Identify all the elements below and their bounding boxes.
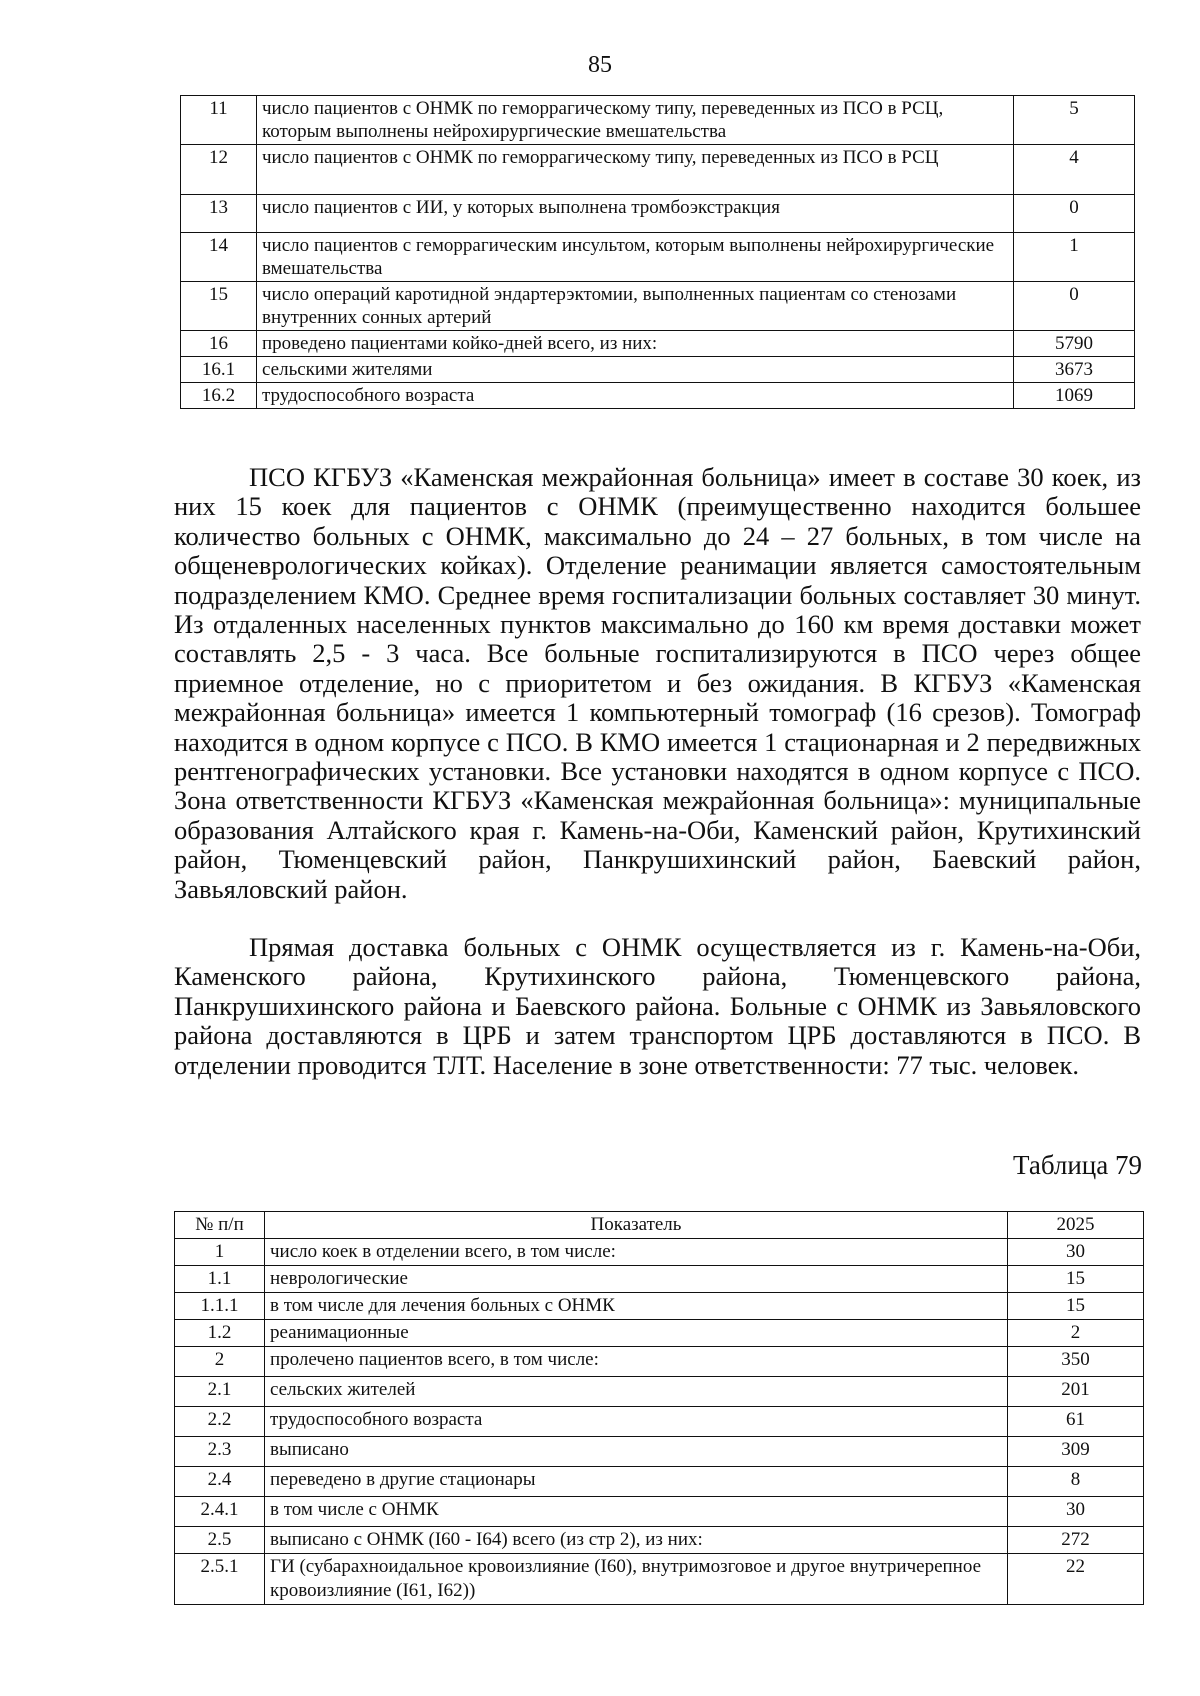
row-label: выписано	[265, 1437, 1008, 1467]
table-row	[175, 1497, 1144, 1527]
table-row	[181, 195, 1135, 233]
table-row	[181, 233, 1135, 282]
row-number: 1.1	[175, 1266, 265, 1293]
table-row	[175, 1293, 1144, 1320]
row-number: 16.2	[181, 383, 257, 409]
row-number: 16.1	[181, 357, 257, 383]
table-row	[175, 1239, 1144, 1266]
row-label: ГИ (субарахноидальное кровоизлияние (I60), внутримозговое и другое внутричерепное кровоизлияние (I61, I62))	[265, 1554, 1008, 1605]
row-label: неврологические	[265, 1266, 1008, 1293]
row-label: число пациентов с геморрагическим инсультом, которым выполнены нейрохирургические вмешательства	[257, 233, 1014, 282]
row-label: число пациентов с ОНМК по геморрагическому типу, переведенных из ПСО в РСЦ, которым выполнены нейрохирургические вмешательства	[257, 96, 1014, 145]
table-row	[181, 282, 1135, 331]
row-label: в том числе для лечения больных с ОНМК	[265, 1293, 1008, 1320]
row-value: 22	[1008, 1554, 1144, 1605]
table-row	[175, 1377, 1144, 1407]
table-caption: Таблица 79	[1013, 1150, 1142, 1180]
table-row	[175, 1554, 1144, 1605]
row-label: число коек в отделении всего, в том числе:	[265, 1239, 1008, 1266]
row-number: 2.3	[175, 1437, 265, 1467]
row-value: 201	[1008, 1377, 1144, 1407]
row-value: 8	[1008, 1467, 1144, 1497]
header-label: Показатель	[265, 1212, 1008, 1239]
table-row	[181, 383, 1135, 409]
row-value: 0	[1014, 195, 1135, 233]
table-row	[175, 1437, 1144, 1467]
row-value: 15	[1008, 1293, 1144, 1320]
table-79	[174, 1211, 1144, 1605]
row-number: 14	[181, 233, 257, 282]
row-label: сельскими жителями	[257, 357, 1014, 383]
row-number: 16	[181, 331, 257, 357]
row-value: 1069	[1014, 383, 1135, 409]
row-value: 0	[1014, 282, 1135, 331]
row-label: выписано с ОНМК (I60 - I64) всего (из стр 2), из них:	[265, 1527, 1008, 1554]
row-number: 11	[181, 96, 257, 145]
table-row	[181, 331, 1135, 357]
row-label: трудоспособного возраста	[257, 383, 1014, 409]
paragraph-text: ПСО КГБУЗ «Каменская межрайонная больница» имеет в составе 30 коек, из них 15 коек для пациентов с ОНМК (преимущественно находится большее количество больных с ОНМК, максимально до 24 – 27 больных, в том числе на общеневрологических койках). Отделение реанимации является самостоятельным подразделением КМО. Среднее время госпитализации больных составляет 30 минут. Из отдаленных населенных пунктов максимально до 160 км время доставки может составлять 2,5 - 3 часа. Все больные госпитализируются в ПСО через общее приемное отделение, но с приоритетом и без ожидания. В КГБУЗ «Каменская межрайонная больница» имеется 1 компьютерный томограф (16 срезов). Томограф находится в одном корпусе с ПСО. В КМО имеется 1 стационарная и 2 передвижных рентгенографических установки. Все установки находятся в одном корпусе с ПСО. Зона ответственности КГБУЗ «Каменская межрайонная больница»: муниципальные образования Алтайского края г. Камень-на-Оби, Каменский район, Крутихинский район, Тюменцевский район, Панкрушихинский район, Баевский район, Завьяловский район.	[174, 462, 1141, 904]
header-value: 2025	[1008, 1212, 1144, 1239]
row-value: 2	[1008, 1320, 1144, 1347]
row-number: 2.5	[175, 1527, 265, 1554]
row-number: 1.2	[175, 1320, 265, 1347]
table-row	[175, 1320, 1144, 1347]
row-number: 2.5.1	[175, 1554, 265, 1605]
row-label: проведено пациентами койко-дней всего, из них:	[257, 331, 1014, 357]
row-value: 61	[1008, 1407, 1144, 1437]
row-number: 1	[175, 1239, 265, 1266]
row-number: 2.4	[175, 1467, 265, 1497]
row-label: пролечено пациентов всего, в том числе:	[265, 1347, 1008, 1377]
row-number: 2.4.1	[175, 1497, 265, 1527]
body-paragraph	[174, 463, 1141, 904]
row-value: 1	[1014, 233, 1135, 282]
header-num: № п/п	[175, 1212, 265, 1239]
row-number: 12	[181, 145, 257, 195]
row-number: 2.2	[175, 1407, 265, 1437]
row-label: число операций каротидной эндартерэктомии, выполненных пациентам со стенозами внутренних сонных артерий	[257, 282, 1014, 331]
table-row	[181, 96, 1135, 145]
row-value: 3673	[1014, 357, 1135, 383]
row-label: трудоспособного возраста	[265, 1407, 1008, 1437]
table-header-row	[175, 1212, 1144, 1239]
row-label: число пациентов с ОНМК по геморрагическому типу, переведенных из ПСО в РСЦ	[257, 145, 1014, 195]
row-value: 30	[1008, 1497, 1144, 1527]
row-number: 15	[181, 282, 257, 331]
table-row	[175, 1467, 1144, 1497]
row-label: реанимационные	[265, 1320, 1008, 1347]
table-row	[181, 145, 1135, 195]
table-row	[181, 357, 1135, 383]
row-value: 5	[1014, 96, 1135, 145]
table-row	[175, 1347, 1144, 1377]
row-label: в том числе с ОНМК	[265, 1497, 1008, 1527]
table-row	[175, 1407, 1144, 1437]
row-value: 350	[1008, 1347, 1144, 1377]
row-value: 4	[1014, 145, 1135, 195]
body-paragraph	[174, 933, 1141, 1080]
row-value: 272	[1008, 1527, 1144, 1554]
indicators-table-continued	[180, 95, 1135, 409]
row-value: 30	[1008, 1239, 1144, 1266]
page-number: 85	[588, 52, 612, 78]
row-value: 15	[1008, 1266, 1144, 1293]
row-label: число пациентов с ИИ, у которых выполнена тромбоэкстракция	[257, 195, 1014, 233]
table-row	[175, 1266, 1144, 1293]
row-label: переведено в другие стационары	[265, 1467, 1008, 1497]
table-row	[175, 1527, 1144, 1554]
row-value: 5790	[1014, 331, 1135, 357]
row-value: 309	[1008, 1437, 1144, 1467]
row-number: 2.1	[175, 1377, 265, 1407]
row-number: 1.1.1	[175, 1293, 265, 1320]
paragraph-text: Прямая доставка больных с ОНМК осуществляется из г. Камень-на-Оби, Каменского района, Крутихинского района, Тюменцевского района, Панкрушихинского района и Баевского района. Больные с ОНМК из Завьяловского района доставляются в ЦРБ и затем транспортом ЦРБ доставляются в ПСО. В отделении проводится ТЛТ. Население в зоне ответственности: 77 тыс. человек.	[174, 932, 1141, 1080]
row-label: сельских жителей	[265, 1377, 1008, 1407]
row-number: 13	[181, 195, 257, 233]
row-number: 2	[175, 1347, 265, 1377]
